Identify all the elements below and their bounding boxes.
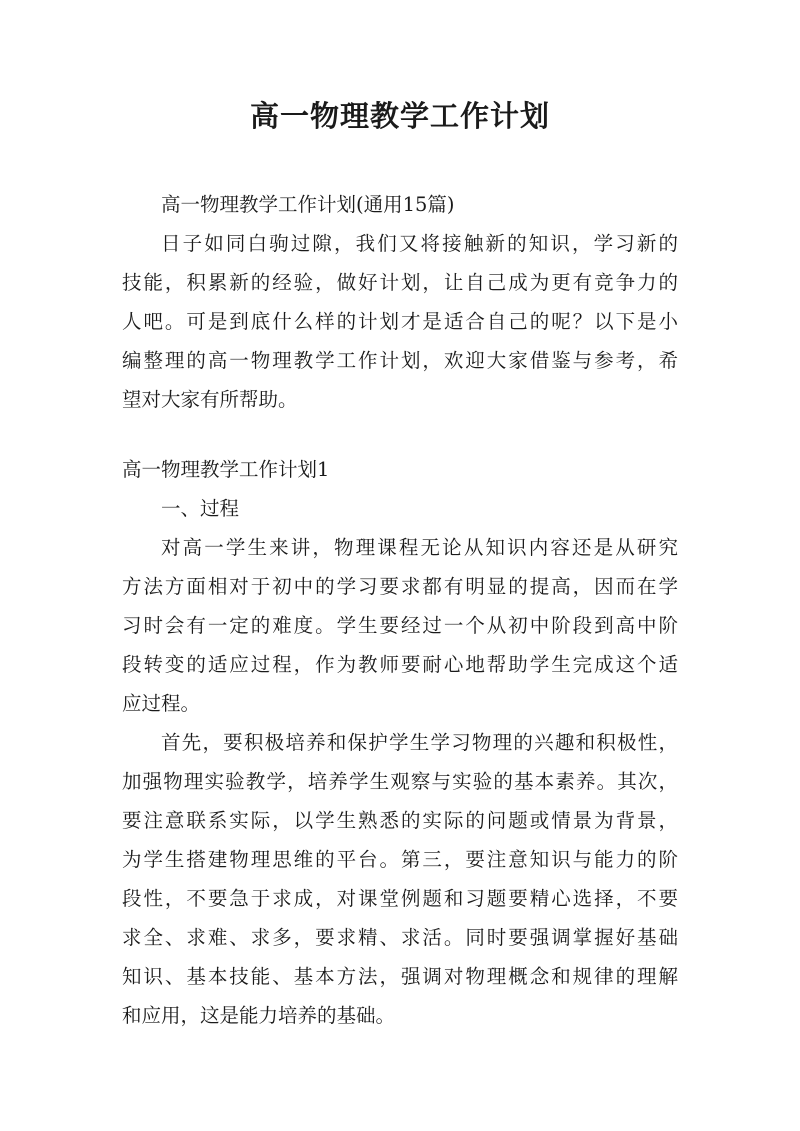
intro-line: 人吧。可是到底什么样的计划才是适合自己的呢？以下是小	[122, 310, 678, 333]
paragraph-line: 方法方面相对于初中的学习要求都有明显的提高，因而在学	[122, 575, 678, 598]
paragraph-line: 段性，不要急于求成，对课堂例题和习题要精心选择，不要	[122, 887, 678, 910]
section-heading: 高一物理教学工作计划1	[122, 458, 330, 481]
document-title: 高一物理教学工作计划	[249, 99, 550, 133]
paragraph-line: 段转变的适应过程，作为教师要耐心地帮助学生完成这个适	[122, 653, 678, 676]
intro-line: 望对大家有所帮助。	[122, 388, 298, 411]
intro-subtitle: 高一物理教学工作计划(通用15篇)	[161, 193, 455, 216]
paragraph-line: 为学生搭建物理思维的平台。第三，要注意知识与能力的阶	[122, 848, 678, 871]
intro-line: 日子如同白驹过隙，我们又将接触新的知识，学习新的	[161, 232, 678, 255]
section-1	[122, 450, 678, 1035]
paragraph-line: 求全、求难、求多，要求精、求活。同时要强调掌握好基础	[122, 926, 678, 949]
paragraph-line: 应过程。	[122, 692, 201, 715]
intro-line: 技能，积累新的经验，做好计划，让自己成为更有竞争力的	[122, 271, 678, 294]
paragraph-line: 知识、基本技能、基本方法，强调对物理概念和规律的理解	[122, 965, 678, 988]
intro-block	[122, 185, 678, 419]
paragraph-line: 习时会有一定的难度。学生要经过一个从初中阶段到高中阶	[122, 614, 678, 637]
paragraph-line: 加强物理实验教学，培养学生观察与实验的基本素养。其次，	[122, 770, 678, 793]
paragraph-line: 首先，要积极培养和保护学生学习物理的兴趣和积极性，	[161, 731, 678, 754]
paragraph-line: 和应用，这是能力培养的基础。	[122, 1004, 396, 1027]
paragraph-line: 对高一学生来讲，物理课程无论从知识内容还是从研究	[161, 536, 678, 559]
section-subheading: 一、过程	[161, 497, 240, 520]
paragraph-line: 要注意联系实际，以学生熟悉的实际的问题或情景为背景，	[122, 809, 678, 832]
intro-line: 编整理的高一物理教学工作计划，欢迎大家借鉴与参考，希	[122, 349, 678, 372]
